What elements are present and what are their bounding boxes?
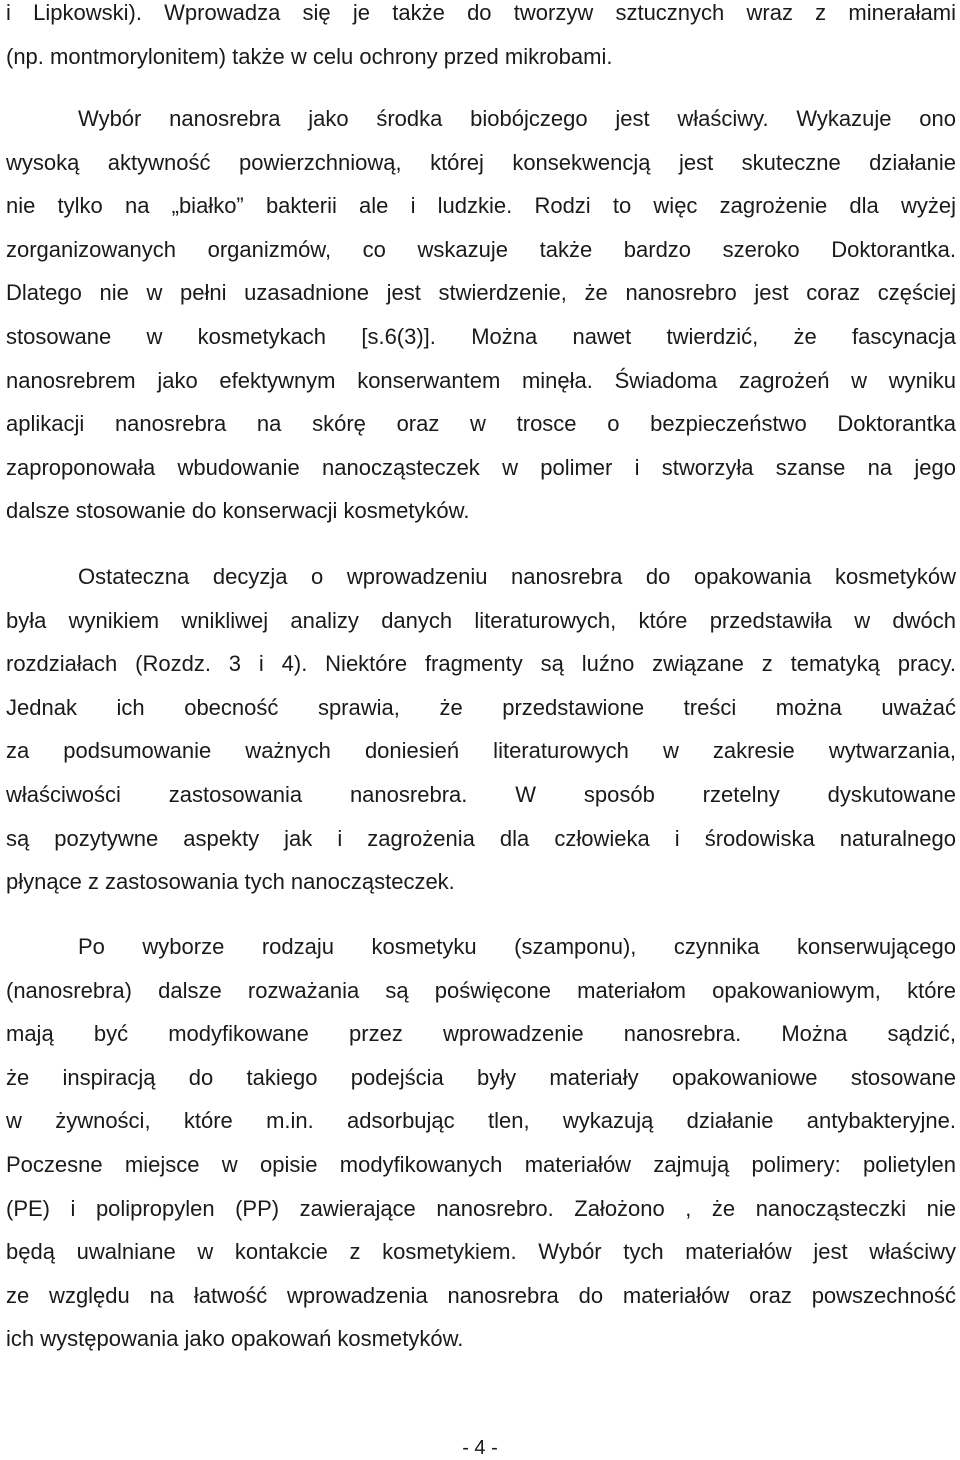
text-line: zorganizowanych organizmów, co wskazuje także bardzo szeroko Doktorantka.: [6, 236, 956, 262]
text-line: i Lipkowski). Wprowadza się je także do tworzyw sztucznych wraz z minerałami: [6, 0, 956, 25]
text-line: zaproponowała wbudowanie nanocząsteczek w polimer i stworzyła szanse na jego: [6, 454, 956, 480]
text-line: za podsumowanie ważnych doniesień literaturowych w zakresie wytwarzania,: [6, 738, 956, 764]
text-line: ich występowania jako opakowań kosmetyków.: [6, 1326, 464, 1352]
page-number: - 4 -: [462, 1437, 498, 1459]
paragraph-final-decision: [6, 555, 956, 904]
text-line: są pozytywne aspekty jak i zagrożenia dla człowieka i środowiska naturalnego: [6, 825, 956, 851]
text-line: wysoką aktywność powierzchniową, której konsekwencją jest skuteczne działanie: [6, 149, 956, 175]
text-line: że inspiracją do takiego podejścia były materiały opakowaniowe stosowane: [6, 1064, 956, 1090]
text-line: (nanosrebra) dalsze rozważania są poświęcone materiałom opakowaniowym, które: [6, 977, 956, 1003]
text-line: Poczesne miejsce w opisie modyfikowanych materiałów zajmują polimery: polietylen: [6, 1151, 956, 1177]
text-line: (np. montmorylonitem) także w celu ochrony przed mikrobami.: [6, 43, 613, 69]
text-line: dalsze stosowanie do konserwacji kosmetyków.: [6, 498, 470, 524]
text-line: była wynikiem wnikliwej analizy danych literaturowych, które przedstawiła w dwóch: [6, 607, 956, 633]
text-line: ze względu na łatwość wprowadzenia nanosrebra do materiałów oraz powszechność: [6, 1282, 956, 1308]
text-line: płynące z zastosowania tych nanocząsteczek.: [6, 869, 455, 895]
text-line: w żywności, które m.in. adsorbując tlen, wykazują działanie antybakteryjne.: [6, 1108, 956, 1134]
text-line: stosowane w kosmetykach [s.6(3)]. Można nawet twierdzić, że fascynacja: [6, 323, 956, 349]
paragraph-nanosilver-choice: [6, 97, 956, 533]
paragraph-packaging-materials: [6, 925, 956, 1361]
text-line: będą uwalniane w kontakcie z kosmetykiem. Wybór tych materiałów jest właściwy: [6, 1239, 956, 1265]
text-line: nanosrebrem jako efektywnym konserwantem minęła. Świadoma zagrożeń w wyniku: [6, 367, 956, 393]
text-line: nie tylko na „białko” bakterii ale i ludzkie. Rodzi to więc zagrożenie dla wyżej: [6, 193, 956, 219]
text-line: aplikacji nanosrebra na skórę oraz w trosce o bezpieczeństwo Doktorantka: [6, 411, 956, 437]
text-line: Dlatego nie w pełni uzasadnione jest stwierdzenie, że nanosrebro jest coraz częściej: [6, 280, 956, 306]
text-line: właściwości zastosowania nanosrebra. W sposób rzetelny dyskutowane: [6, 781, 956, 807]
text-line: Ostateczna decyzja o wprowadzeniu nanosrebra do opakowania kosmetyków: [78, 564, 956, 589]
text-line: rozdziałach (Rozdz. 3 i 4). Niektóre fragmenty są luźno związane z tematyką pracy.: [6, 651, 956, 677]
text-line: Po wyborze rodzaju kosmetyku (szamponu), czynnika konserwującego: [78, 934, 956, 959]
text-line: Wybór nanosrebra jako środka biobójczego jest właściwy. Wykazuje ono: [78, 106, 956, 131]
text-line: mają być modyfikowane przez wprowadzenie nanosrebra. Można sądzić,: [6, 1021, 956, 1047]
text-line: Jednak ich obecność sprawia, że przedstawione treści można uważać: [6, 694, 956, 720]
paragraph-continuation: [6, 0, 956, 78]
text-line: (PE) i polipropylen (PP) zawierające nanosrebro. Założono , że nanocząsteczki nie: [6, 1195, 956, 1221]
